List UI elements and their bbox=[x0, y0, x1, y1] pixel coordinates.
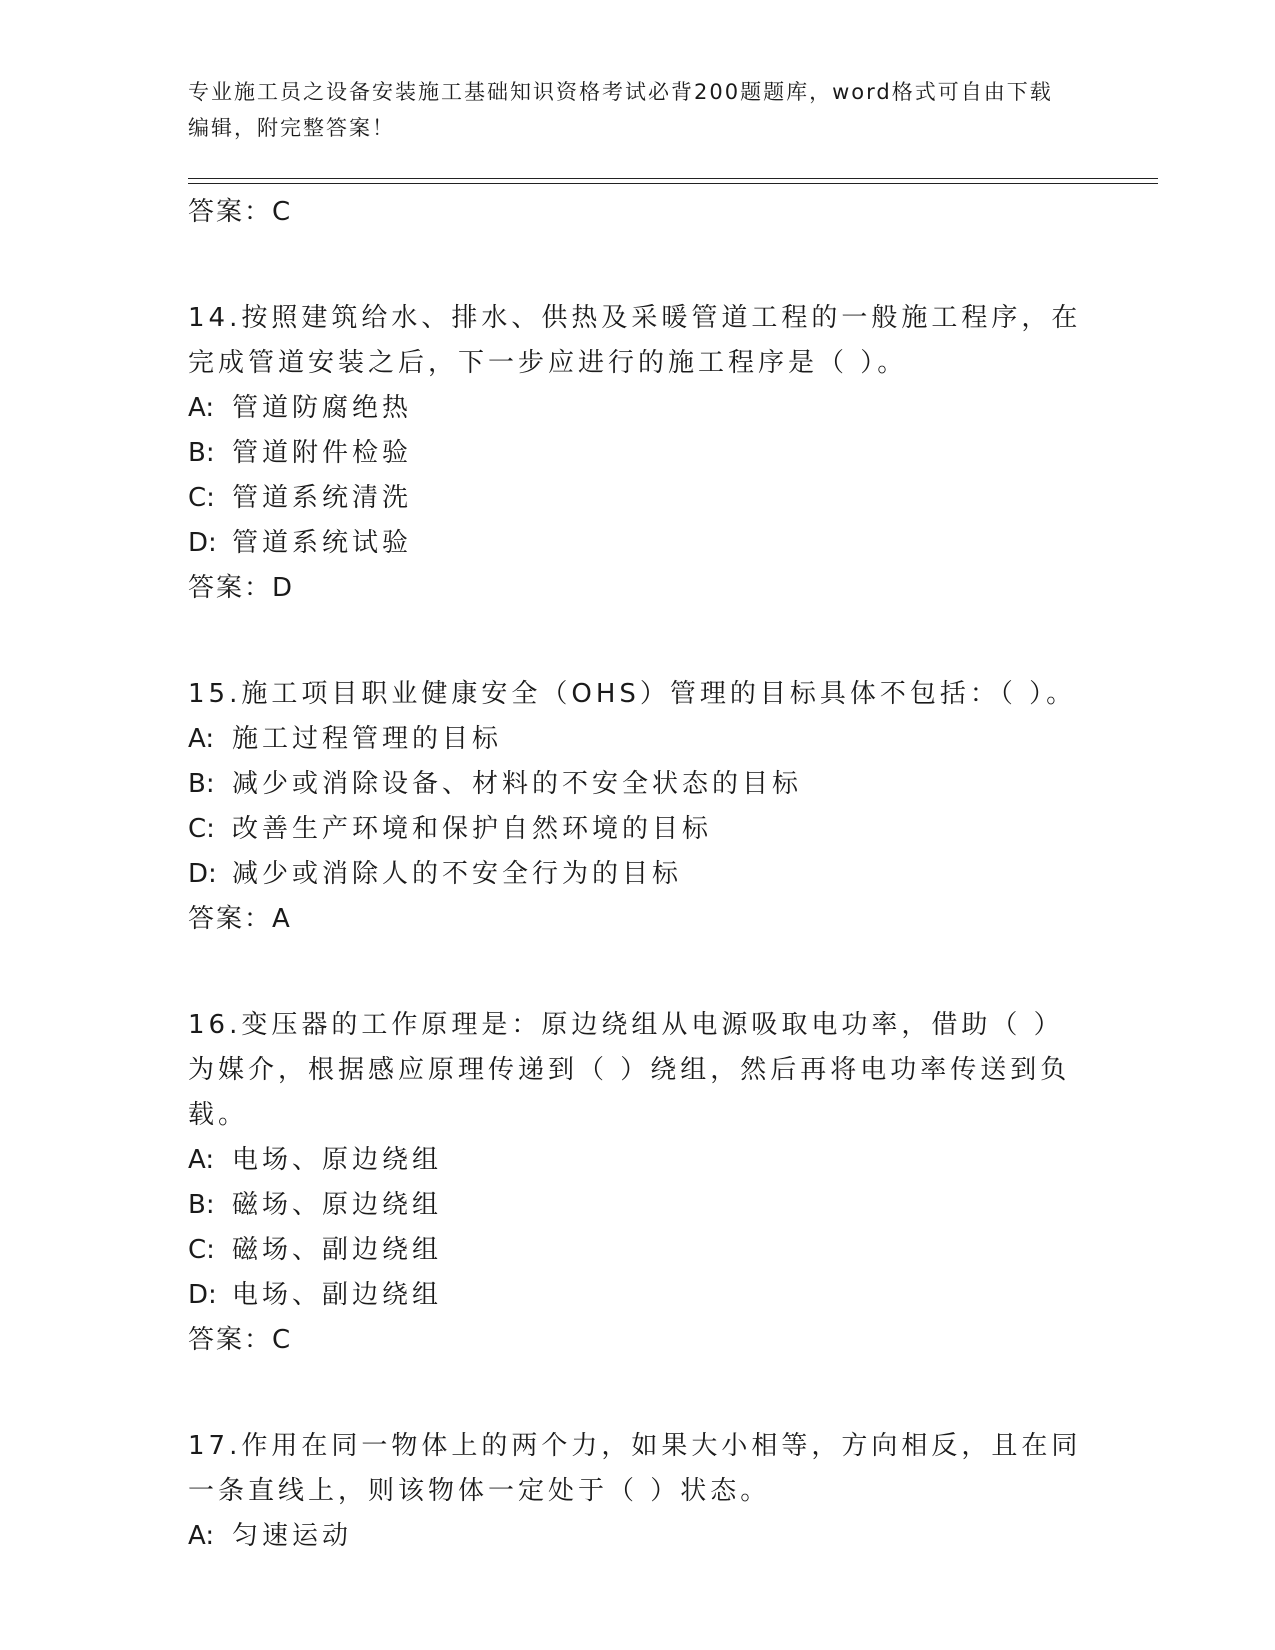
question-text: 15.施工项目职业健康安全（OHS）管理的目标具体不包括：（ ）。 bbox=[188, 679, 1077, 709]
question-text: 17.作用在同一物体上的两个力，如果大小相等，方向相反，且在同一条直线上，则该物体一定处于（ ）状态。 bbox=[188, 1431, 1082, 1506]
answer-line: 答案：C bbox=[188, 197, 293, 227]
question-block bbox=[188, 1003, 1088, 1362]
option-letter: A: bbox=[188, 1145, 215, 1175]
question-block bbox=[188, 672, 1088, 941]
option-a bbox=[188, 1138, 1088, 1183]
option-text: 管道系统试验 bbox=[232, 528, 413, 558]
option-letter: C: bbox=[188, 483, 215, 513]
question-text: 14.按照建筑给水、排水、供热及采暖管道工程的一般施工程序，在完成管道安装之后，下一步应进行的施工程序是（ ）。 bbox=[188, 303, 1082, 378]
option-c bbox=[188, 807, 1088, 852]
option-text: 减少或消除设备、材料的不安全状态的目标 bbox=[232, 769, 803, 799]
answer-line: 答案：A bbox=[188, 904, 292, 934]
answer-line: 答案：D bbox=[188, 573, 295, 603]
option-text: 管道附件检验 bbox=[232, 438, 413, 468]
option-c bbox=[188, 476, 1088, 521]
question-block bbox=[188, 296, 1088, 610]
option-text: 磁场、副边绕组 bbox=[232, 1235, 443, 1265]
option-letter: A: bbox=[188, 393, 215, 423]
option-b bbox=[188, 762, 1088, 807]
option-text: 磁场、原边绕组 bbox=[232, 1190, 443, 1220]
option-text: 管道系统清洗 bbox=[232, 483, 413, 513]
option-a bbox=[188, 386, 1088, 431]
option-letter: A: bbox=[188, 1521, 215, 1551]
option-d bbox=[188, 852, 1088, 897]
option-text: 匀速运动 bbox=[232, 1521, 353, 1551]
option-c bbox=[188, 1228, 1088, 1273]
page-header-title: 专业施工员之设备安装施工基础知识资格考试必背200题题库，word格式可自由下载编辑，附完整答案！ bbox=[188, 80, 1053, 140]
option-letter: D: bbox=[188, 859, 217, 889]
option-letter: B: bbox=[188, 438, 215, 468]
option-letter: A: bbox=[188, 724, 215, 754]
option-b bbox=[188, 1183, 1088, 1228]
question-block bbox=[188, 1424, 1088, 1559]
header-divider-top bbox=[188, 178, 1158, 179]
option-letter: C: bbox=[188, 1235, 215, 1265]
option-letter: D: bbox=[188, 1280, 217, 1310]
option-text: 施工过程管理的目标 bbox=[232, 724, 503, 754]
option-text: 减少或消除人的不安全行为的目标 bbox=[232, 859, 683, 889]
option-letter: D: bbox=[188, 528, 217, 558]
document-content bbox=[188, 190, 1088, 1559]
question-text: 16.变压器的工作原理是：原边绕组从电源吸取电功率，借助（ ）为媒介，根据感应原理传递到（ ）绕组，然后再将电功率传送到负载。 bbox=[188, 1010, 1071, 1130]
header-divider-bottom bbox=[188, 183, 1158, 184]
option-d bbox=[188, 1273, 1088, 1318]
option-a bbox=[188, 1514, 1088, 1559]
option-b bbox=[188, 431, 1088, 476]
option-text: 电场、原边绕组 bbox=[232, 1145, 443, 1175]
option-a bbox=[188, 717, 1088, 762]
option-letter: C: bbox=[188, 814, 215, 844]
option-text: 改善生产环境和保护自然环境的目标 bbox=[232, 814, 713, 844]
option-text: 管道防腐绝热 bbox=[232, 393, 413, 423]
option-d bbox=[188, 521, 1088, 566]
answer-line: 答案：C bbox=[188, 1325, 293, 1355]
option-letter: B: bbox=[188, 1190, 215, 1220]
option-letter: B: bbox=[188, 769, 215, 799]
option-text: 电场、副边绕组 bbox=[232, 1280, 443, 1310]
